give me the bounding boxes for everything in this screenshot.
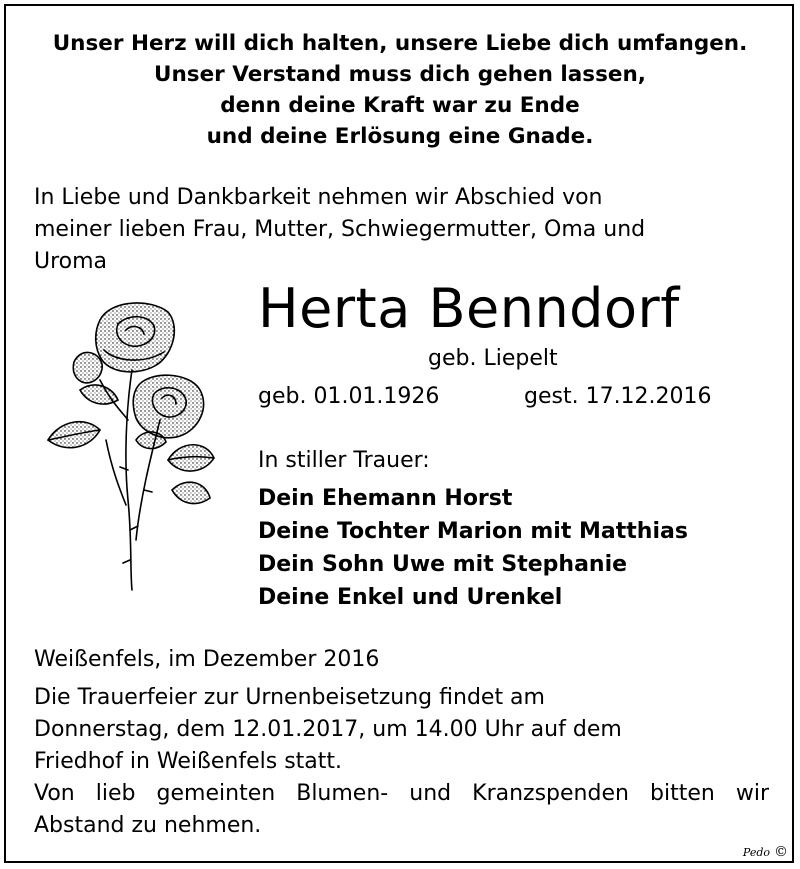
place-date: Weißenfels, im Dezember 2016: [34, 647, 380, 672]
poem-line: und deine Erlösung eine Gnade.: [206, 124, 594, 149]
funeral-line: Donnerstag, dem 12.01.2017, um 14.00 Uhr auf dem: [34, 717, 622, 742]
intro-text: [34, 182, 774, 278]
poem: [0, 28, 800, 152]
funeral-line: Abstand zu nehmen.: [34, 813, 262, 838]
poem-line: Unser Verstand muss dich gehen lassen,: [154, 62, 646, 87]
mourning-heading: In stiller Trauer:: [258, 448, 430, 473]
intro-line: meiner lieben Frau, Mutter, Schwiegermutter, Oma und: [34, 217, 646, 242]
mourner-line: Deine Tochter Marion mit Matthias: [258, 519, 688, 544]
mourner-line: Dein Ehemann Horst: [258, 486, 513, 511]
signature: Pedo: [742, 846, 770, 859]
mourner-line: Dein Sohn Uwe mit Stephanie: [258, 552, 628, 577]
funeral-line: Von lieb gemeinten Blumen- und Kranzspenden bitten wir: [34, 781, 769, 806]
poem-line: Unser Herz will dich halten, unsere Liebe dich umfangen.: [52, 31, 748, 56]
intro-line: Uroma: [34, 249, 108, 274]
copyright-icon: ©: [774, 844, 788, 860]
mourners-list: [258, 482, 688, 614]
funeral-line: Friedhof in Weißenfels statt.: [34, 749, 343, 774]
maiden-name: geb. Liepelt: [428, 346, 558, 371]
death-date: gest. 17.12.2016: [524, 384, 712, 409]
deceased-name: Herta Benndorf: [258, 277, 680, 340]
mourner-line: Deine Enkel und Urenkel: [258, 585, 563, 610]
funeral-line: Die Trauerfeier zur Urnenbeisetzung findet am: [34, 685, 545, 710]
artist-credit: [743, 844, 788, 860]
rose-illustration-icon: [40, 290, 220, 610]
poem-line: denn deine Kraft war zu Ende: [220, 93, 580, 118]
intro-line: In Liebe und Dankbarkeit nehmen wir Abschied von: [34, 185, 603, 210]
funeral-info: [34, 682, 769, 842]
life-dates: [258, 382, 712, 412]
birth-date: geb. 01.01.1926: [258, 384, 440, 409]
